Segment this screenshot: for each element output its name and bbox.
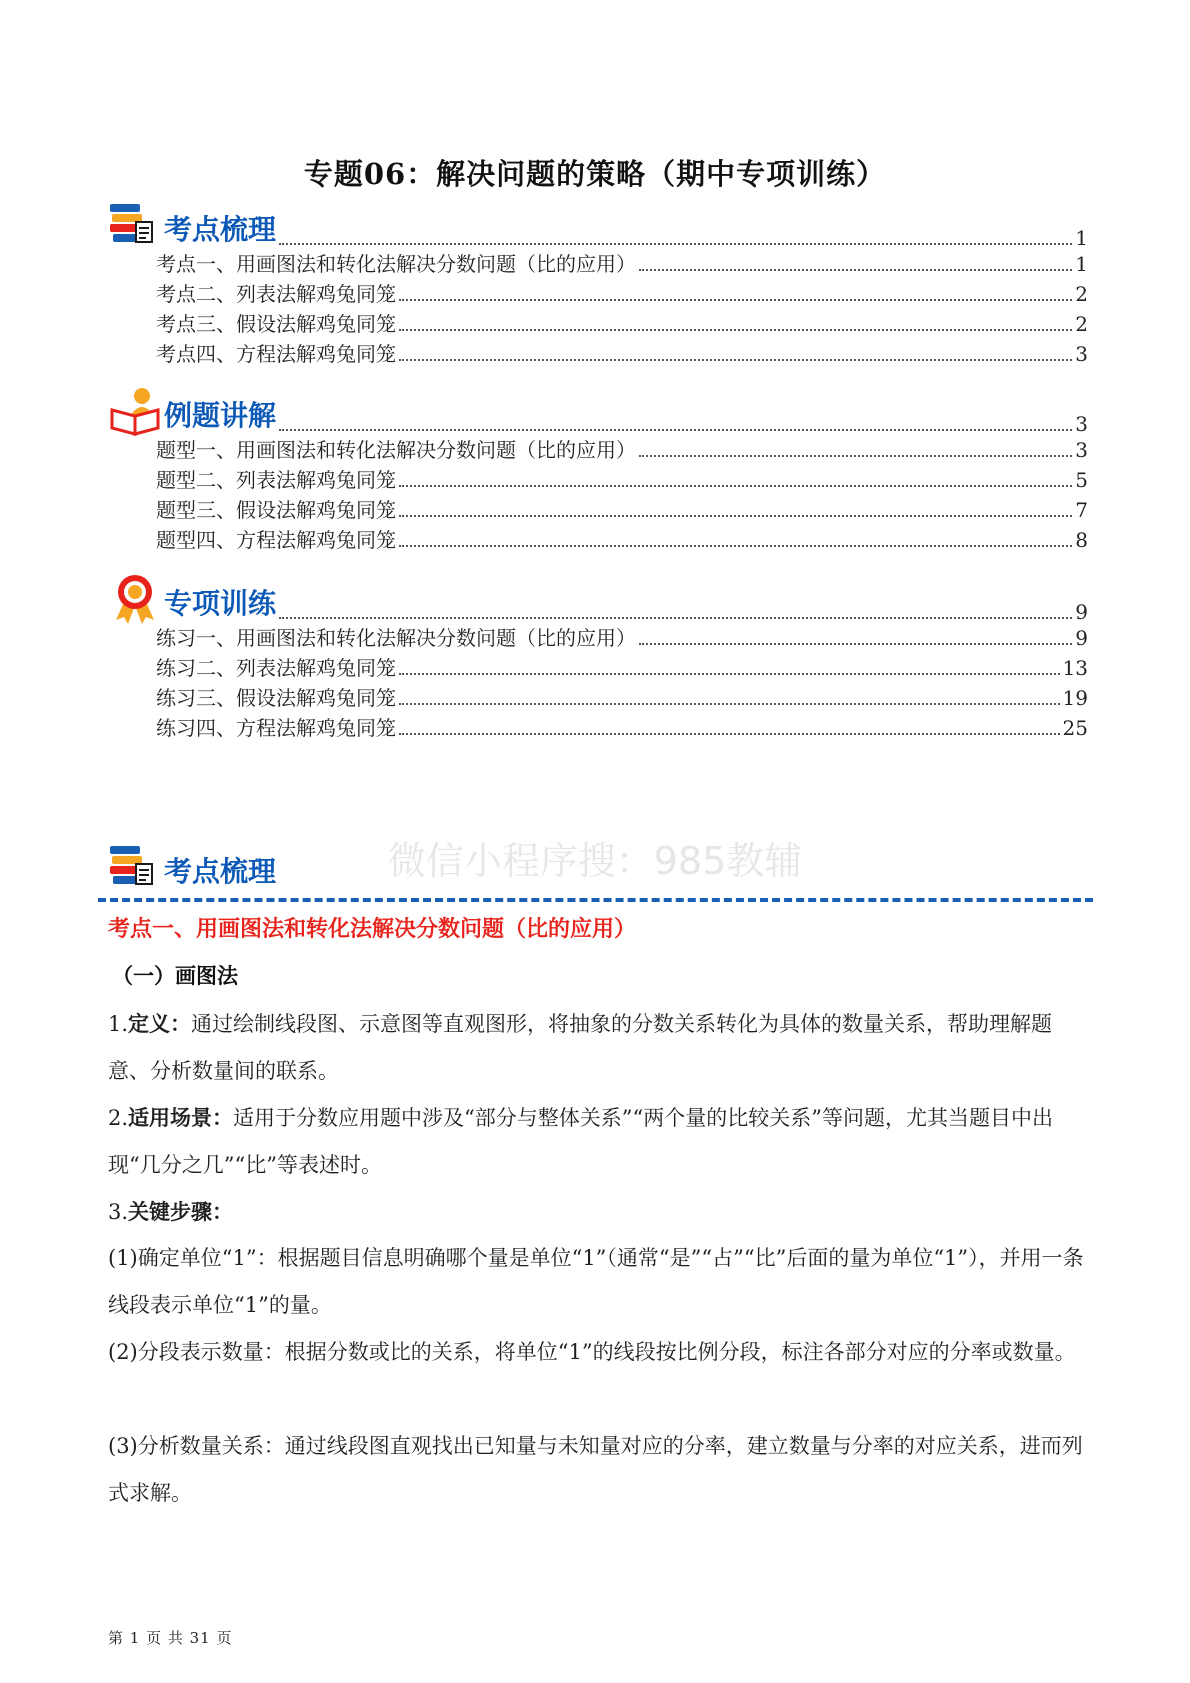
toc-page-number: 9	[1075, 600, 1088, 624]
toc-leader	[639, 643, 1072, 645]
paragraph-scenario	[108, 1094, 1093, 1189]
toc-leader	[279, 617, 1072, 619]
toc-page-number: 19	[1062, 686, 1088, 710]
toc-leader	[399, 299, 1072, 301]
kaodian-title: 考点一、用画图法和转化法解决分数问题（比的应用）	[108, 916, 637, 942]
books-icon	[108, 198, 162, 250]
toc-section-label: 考点梳理	[164, 213, 277, 246]
toc-item[interactable]	[156, 342, 1088, 366]
toc-page-number: 2	[1075, 282, 1088, 306]
toc-item[interactable]	[156, 282, 1088, 306]
toc-page-number: 3	[1075, 412, 1088, 436]
toc-page-number: 25	[1062, 716, 1088, 740]
toc-leader	[279, 243, 1072, 245]
section-divider	[98, 898, 1093, 902]
toc-leader	[399, 485, 1072, 487]
toc-item-text: 练习三、假设法解鸡兔同笼	[156, 686, 396, 710]
books-icon	[108, 840, 162, 892]
toc-page-number: 1	[1075, 252, 1088, 276]
section-heading-kaodian	[108, 842, 508, 892]
subheading: （一）画图法	[112, 963, 238, 988]
toc-page-number: 8	[1075, 528, 1088, 552]
toc-item-text: 题型三、假设法解鸡兔同笼	[156, 498, 396, 522]
toc-item[interactable]	[156, 686, 1088, 710]
paragraph-step-1: (1)确定单位“1”：根据题目信息明确哪个量是单位“1”（通常“是”“占”“比”后面的量为单位“1”），并用一条线段表示单位“1”的量。	[108, 1246, 1084, 1317]
paragraph-text: 通过绘制线段图、示意图等直观图形，将抽象的分数关系转化为具体的数量关系，帮助理解题意、分析数量间的联系。	[108, 1012, 1053, 1083]
paragraph-number: 3.	[108, 1200, 129, 1224]
toc-item-text: 考点四、方程法解鸡兔同笼	[156, 342, 396, 366]
toc-leader	[399, 359, 1072, 361]
toc-item[interactable]	[156, 252, 1088, 276]
toc-page-number: 1	[1075, 226, 1088, 250]
toc-item[interactable]	[156, 626, 1088, 650]
toc-section-zhuanxiang[interactable]	[108, 576, 1088, 624]
toc-leader	[639, 455, 1072, 457]
toc-section-label: 专项训练	[164, 587, 277, 620]
watermark: 微信小程序搜：985教辅	[387, 839, 803, 883]
toc-leader	[399, 733, 1060, 735]
reader-icon	[108, 384, 162, 436]
paragraph-label: 关键步骤：	[128, 1199, 234, 1224]
toc-item[interactable]	[156, 468, 1088, 492]
toc-leader	[399, 545, 1072, 547]
toc-leader	[639, 269, 1072, 271]
toc-section-label: 例题讲解	[164, 399, 277, 432]
toc-page-number: 7	[1075, 498, 1088, 522]
toc-item[interactable]	[156, 716, 1088, 740]
toc-leader	[279, 429, 1072, 431]
toc-leader	[399, 329, 1072, 331]
page-footer: 第 1 页 共 31 页	[108, 1629, 233, 1647]
toc-item[interactable]	[156, 312, 1088, 336]
toc-item-text: 题型一、用画图法和转化法解决分数问题（比的应用）	[156, 438, 636, 462]
toc-leader	[399, 673, 1060, 675]
toc-page-number: 13	[1062, 656, 1088, 680]
toc-item-text: 考点一、用画图法和转化法解决分数问题（比的应用）	[156, 252, 636, 276]
toc-leader	[399, 515, 1072, 517]
paragraph-number: 2.	[108, 1106, 129, 1130]
paragraph-number: 1.	[108, 1012, 129, 1036]
paragraph-step-2: (2)分段表示数量：根据分数或比的关系，将单位“1”的线段按比例分段，标注各部分对应的分率或数量。	[108, 1340, 1076, 1364]
section-heading-label: 考点梳理	[164, 855, 277, 888]
toc-item-text: 考点二、列表法解鸡兔同笼	[156, 282, 396, 306]
toc-page-number: 5	[1075, 468, 1088, 492]
toc-item[interactable]	[156, 498, 1088, 522]
paragraph-definition	[108, 1000, 1093, 1095]
toc-page-number: 9	[1075, 626, 1088, 650]
toc-page-number: 2	[1075, 312, 1088, 336]
toc-item[interactable]	[156, 438, 1088, 462]
toc-item-text: 题型二、列表法解鸡兔同笼	[156, 468, 396, 492]
toc-item-text: 练习一、用画图法和转化法解决分数问题（比的应用）	[156, 626, 636, 650]
toc-item[interactable]	[156, 656, 1088, 680]
toc-item[interactable]	[156, 528, 1088, 552]
paragraph-text: 适用于分数应用题中涉及“部分与整体关系”“两个量的比较关系”等问题，尤其当题目中出现“几分之几”“比”等表述时。	[108, 1106, 1053, 1177]
toc-page-number: 3	[1075, 342, 1088, 366]
paragraph-label: 适用场景：	[128, 1105, 234, 1130]
toc-leader	[399, 703, 1060, 705]
toc-section-kaodian[interactable]	[108, 202, 1088, 250]
paragraph-label: 定义：	[128, 1011, 192, 1036]
toc-item-text: 练习四、方程法解鸡兔同笼	[156, 716, 396, 740]
toc-page-number: 3	[1075, 438, 1088, 462]
award-medal-icon	[108, 572, 162, 624]
paragraph-steps	[108, 1188, 1093, 1236]
toc-item-text: 练习二、列表法解鸡兔同笼	[156, 656, 396, 680]
paragraph-step-3: (3)分析数量关系：通过线段图直观找出已知量与未知量对应的分率，建立数量与分率的对应关系，进而列式求解。	[108, 1434, 1083, 1505]
document-title: 专题06：解决问题的策略（期中专项训练）	[303, 157, 887, 191]
toc-item-text: 考点三、假设法解鸡兔同笼	[156, 312, 396, 336]
toc-section-liti[interactable]	[108, 388, 1088, 436]
toc-item-text: 题型四、方程法解鸡兔同笼	[156, 528, 396, 552]
